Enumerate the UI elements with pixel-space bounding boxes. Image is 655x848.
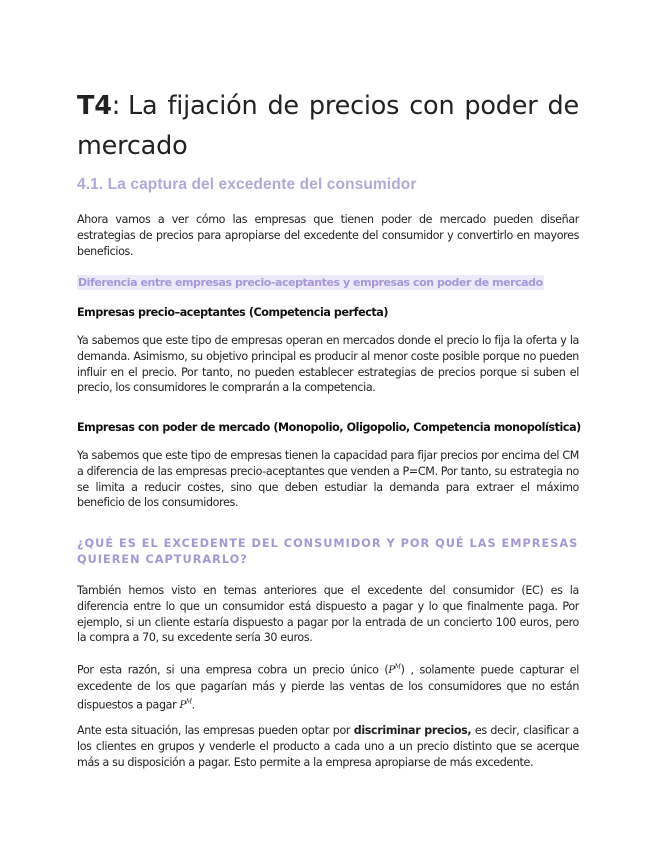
- title-word-2: fijación: [167, 91, 258, 121]
- question-heading: ¿QUÉ ES EL EXCEDENTE DEL CONSUMIDOR Y POR QUÉ LAS EMPRESAS QUIEREN CAPTURARLO?: [77, 537, 579, 566]
- page-title: [77, 86, 587, 166]
- title-line-2: mercado: [77, 131, 188, 161]
- title-word-7: de: [547, 91, 579, 121]
- section-heading: 4.1. La captura del excedente del consumidor: [77, 176, 417, 193]
- price-taker-heading: Empresas precio–aceptantes (Competencia perfecta): [77, 306, 389, 319]
- title-word-5: con: [409, 91, 455, 121]
- title-word-1: T4: La: [77, 91, 158, 121]
- discriminate-prices-bold: discriminar precios,: [353, 724, 472, 737]
- consumer-surplus-paragraph: También hemos visto en temas anteriores que el excedente del consumidor (EC) es la diferencia entre lo que un consumidor está dispuesto a pagar y lo que finalmente paga. Por ejemplo, si un cliente estaría dispuesto a pagar por la entrada de un concierto 100 euros, pero la compra a 70, su excedente sería 30 euros.: [77, 584, 579, 645]
- price-discrimination-paragraph: Ante esta situación, las empresas pueden optar por discriminar precios, es decir, clasificar a los clientes en grupos y venderle el producto a cada uno a un precio distinto que se acerque más a su disposición a pagar. Esto permite a la empresa apropiarse de más excedente.: [77, 724, 579, 769]
- market-power-heading: Empresas con poder de mercado (Monopolio, Oligopolio, Competencia monopolística): [77, 421, 581, 434]
- market-power-paragraph: Ya sabemos que este tipo de empresas tienen la capacidad para fijar precios por encima del CM a diferencia de las empresas precio-aceptantes que venden a P=CM. Por tanto, su estrategia no se limita a reducir costes, sino que deben estudiar la demanda para extraer el máximo beneficio de los consumidores.: [77, 449, 579, 510]
- price-symbol: $P^M$: [388, 664, 401, 677]
- title-word-6: poder: [464, 91, 538, 121]
- price-taker-paragraph: Ya sabemos que este tipo de empresas operan en mercados donde el precio lo fija la oferta y la demanda. Asimismo, su objetivo principal es producir al menor coste posible porque no pueden influir en el precio. Por tanto, no pueden establecer estrategias de precios porque si suben el precio, los consumidores le comprarán a la competencia.: [77, 334, 579, 395]
- highlighted-subheading: Diferencia entre empresas precio-aceptantes y empresas con poder de mercado: [78, 276, 543, 289]
- title-line-1: [77, 86, 579, 126]
- title-word-3: de: [267, 91, 299, 121]
- price-symbol: $P^M$: [179, 698, 192, 712]
- title-number: T4: [77, 91, 112, 121]
- unique-price-paragraph: Por esta razón, si una empresa cobra un precio único $(P^M)$ , solamente puede capturar el excedente de los que pagarían más y pierde las ventas de los consumidores que no están dispuestos a pagar $P^M$.: [77, 663, 579, 712]
- intro-paragraph: Ahora vamos a ver cómo las empresas que tienen poder de mercado pueden diseñar estrategias de precios para apropiarse del excedente del consumidor y convertirlo en mayores beneficios.: [77, 213, 579, 258]
- title-word-4: precios: [308, 91, 400, 121]
